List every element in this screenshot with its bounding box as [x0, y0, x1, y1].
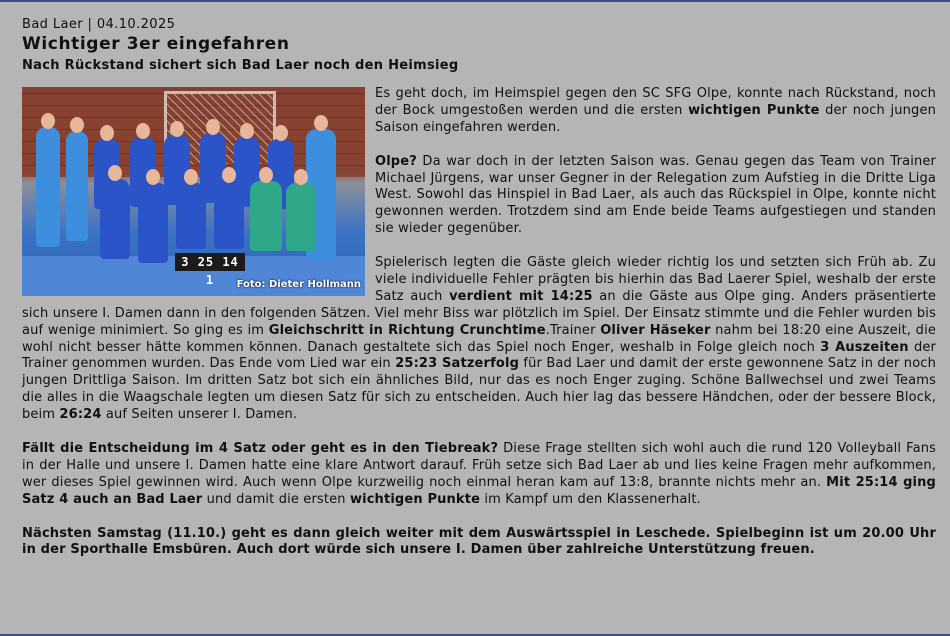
- body-text: im Kampf um den Klassenerhalt.: [480, 491, 701, 507]
- article-paragraph: [22, 526, 936, 560]
- body-text: Es geht doch, im Heimspiel gegen den SC SFG Olpe, konnte nach Rückstand, noch der Bock umgestoßen werden und die ersten: [375, 86, 936, 118]
- emphasis-text: wichtigen Punkte: [349, 491, 481, 507]
- photo-player-head: [70, 117, 84, 133]
- photo-player-head: [184, 169, 198, 185]
- emphasis-text: Olpe?: [375, 153, 417, 169]
- body-text: nahm bei 18:20 eine Auszeit, die wohl nicht besser hätte kommen können. Danach gestaltete sich das Spiel noch Enger, weshalb in Folge gleich noch: [22, 322, 936, 355]
- photo-player-head: [136, 123, 150, 139]
- photo-player-head: [259, 167, 273, 183]
- article-body: [22, 86, 936, 559]
- photo-player-head: [170, 121, 184, 137]
- photo-player-head: [146, 169, 160, 185]
- emphasis-text: Oliver Häseker: [600, 322, 711, 338]
- emphasis-text: Nächsten Samstag (11.10.) geht es dann gleich weiter mit dem Auswärtsspiel in Leschede. Spielbeginn ist um 20.00 Uhr in der Sporthalle Emsbüren. Auch dort würde sich unsere I. Damen über zahlreiche Unterstützung freuen.: [22, 525, 936, 558]
- photo-player-head: [206, 119, 220, 135]
- photo-player-head: [108, 165, 122, 181]
- body-text: Da war doch in der letzten Saison was. Genau gegen das Team von Trainer Michael Jürgens, war unser Gegner in der Relegation zum Aufstieg in die Dritte Liga West. Sowohl das Hinspiel in Bad Laer, als auch das Rückspiel in Olpe, konnte nicht gewonnen werden. Trotzdem sind am Ende beide Teams aufgestiegen und standen sie wieder gegenüber.: [375, 153, 936, 237]
- body-text: der noch jungen Saison eingefahren werden.: [375, 102, 936, 135]
- photo-player: [66, 131, 88, 241]
- emphasis-text: Fällt die Entscheidung im 4 Satz oder geht es in den Tiebreak?: [22, 440, 499, 456]
- team-photo: [22, 87, 365, 296]
- body-text: und damit die ersten: [202, 491, 350, 507]
- body-text: Diese Frage stellten sich wohl auch die rund 120 Volleyball Fans in der Halle und unsere I. Damen hatte eine klare Antwort darauf. Früh setze sich Bad Laer ab und lies keine Fragen mehr aufkommen, wer dieses Spiel gewinnen wird. Auch wenn Olpe kurzweilig noch einmal heran kam auf 13:8, brannte nichts mehr an.: [22, 440, 937, 490]
- photo-player: [176, 183, 206, 249]
- photo-player: [100, 179, 130, 259]
- body-text: Spielerisch legten die Gäste gleich wieder richtig los und setzten sich Früh ab. Zu viele individuelle Fehler prägten bis hierhin das Bad Laerer Spiel, weshalb der erste Satz auch: [375, 255, 936, 304]
- body-text: an die Gäste aus Olpe ging. Anders präsentierte sich unsere I. Damen dann in den folgenden Sätzen. Viel mehr Biss war plötzlich im Spiel. Der Einsatz stimmte und die Fehler wurden bis auf wenige minimiert. So ging es im: [22, 288, 936, 338]
- emphasis-text: wichtigen Punkte: [688, 102, 820, 118]
- photo-player: [36, 127, 60, 247]
- article-content: [22, 16, 936, 559]
- photo-player: [286, 183, 316, 251]
- article-headline: Wichtiger 3er eingefahren: [22, 34, 290, 54]
- emphasis-text: Mit 25:14 ging Satz 4 auch an Bad Laer: [22, 474, 936, 507]
- body-text: der Trainer genommen wurden. Das Ende vom Lied war ein: [22, 339, 937, 372]
- photo-player-head: [100, 125, 114, 141]
- emphasis-text: 25:23 Satzerfolg: [395, 356, 520, 372]
- photo-credit: Foto: Dieter Hollmann: [236, 279, 361, 291]
- photo-player-head: [41, 113, 55, 129]
- photo-scoreboard: 3 25 14 1: [175, 253, 245, 271]
- photo-player-head: [294, 169, 308, 185]
- photo-player-head: [222, 167, 236, 183]
- emphasis-text: Gleichschritt in Richtung Crunchtime: [268, 322, 546, 338]
- emphasis-text: verdient mit 14:25: [449, 288, 593, 304]
- article-paragraph: [22, 441, 936, 509]
- emphasis-text: 3 Auszeiten: [820, 339, 909, 355]
- photo-player: [250, 181, 282, 251]
- body-text: .Trainer: [545, 322, 601, 338]
- photo-coach-head: [314, 115, 328, 131]
- article-meta: Bad Laer | 04.10.2025: [22, 17, 176, 32]
- photo-player-head: [274, 125, 288, 141]
- emphasis-text: 26:24: [59, 407, 102, 423]
- body-text: für Bad Laer und damit der erste gewonnene Satz in der noch jungen Drittliga Saison. Im dritten Satz bot sich ein ähnliches Bild, nur das es noch Enger zuging. Schöne Ballwechsel und zwei Teams die alles in die Waagschale legten um diesen Satz für sich zu entscheiden. Auch hier lag das bessere Händchen, oder der bessere Block, beim: [22, 356, 936, 423]
- photo-player-head: [240, 123, 254, 139]
- article-subheadline: Nach Rückstand sichert sich Bad Laer noch den Heimsieg: [22, 58, 459, 73]
- photo-player: [138, 183, 168, 263]
- body-text: auf Seiten unserer I. Damen.: [101, 407, 298, 423]
- photo-player: [214, 181, 244, 249]
